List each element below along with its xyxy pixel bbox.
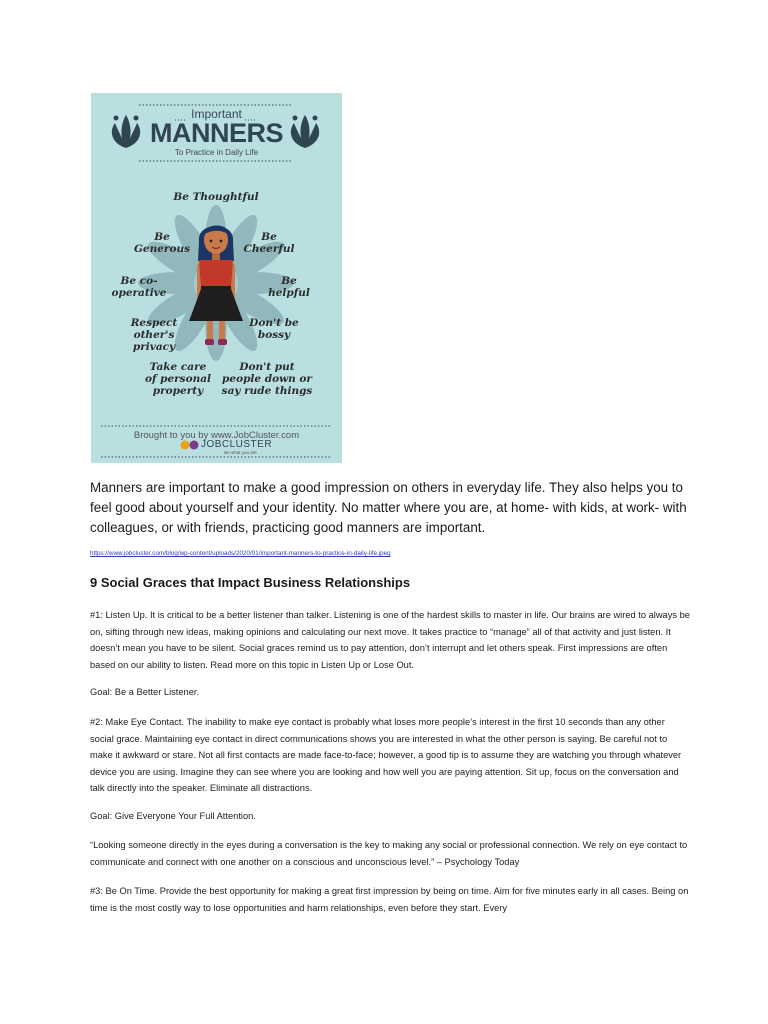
poster-logo-tagline: Be what you are [224, 450, 257, 455]
manner-generous: Be Generous [133, 231, 191, 255]
manners-poster-image [91, 93, 342, 463]
goal-listener: Goal: Be a Better Listener. [90, 687, 200, 697]
intro-paragraph: Manners are important to make a good impression on others in everyday life. They also helps you to feel good about yourself and your identity. No matter where you are, at home- with kids, at work- with colleagues, or with friends, practicing good manners are important. [90, 480, 687, 535]
manner-property: Take care of personal property [144, 361, 212, 397]
manner-cheerful: Be Cheerful [243, 231, 295, 255]
goal-attention: Goal: Give Everyone Your Full Attention. [90, 811, 256, 821]
poster-logo-text: JOBCLUSTER [200, 439, 273, 450]
poster-title: MANNERS [149, 118, 283, 148]
paragraph-listen-up: #1: Listen Up. It is critical to be a better listener than talker. Listening is one of the hardest skills to master in life. Our brains are wired to always be on, sifting through new ideas, making opinions and calculating our next move. It takes practice to “manage” all of that activity and just listen. It doesn’t mean you have to be silent. Social graces remind us to pay attention, don’t interrupt and let others speak. First impressions are often based on our ability to listen. Read more on this topic in Listen Up or Lose Out. [90, 610, 690, 670]
manner-rude: Don't put people down or say rude things [221, 361, 313, 397]
manner-privacy: Respect other's privacy [130, 317, 178, 353]
poster-credit: Brought to you by www.JobCluster.com [133, 430, 300, 441]
manner-helpful: Be helpful [268, 275, 310, 299]
poster-title-small: Important [191, 107, 242, 121]
manner-bossy: Don't be bossy [249, 317, 299, 341]
manner-cooperative: Be co-operative [111, 275, 167, 299]
section-heading: 9 Social Graces that Impact Business Relationships [90, 575, 411, 590]
manner-thoughtful: Be Thoughtful [173, 191, 259, 203]
quote-psychology-today: “Looking someone directly in the eyes during a conversation is the key to making any social or professional connection. We rely on eye contact to communicate and connect with one another on a conscious and unconscious level.” – Psychology Today [90, 840, 688, 867]
source-link[interactable]: https://www.jobcluster.com/blog/wp-content/uploads/2020/01/important-manners-to-practice-in-daily-life.jpeg [90, 550, 391, 557]
poster-subtitle: To Practice in Daily Life [174, 148, 259, 157]
paragraph-on-time: #3: Be On Time. Provide the best opportunity for making a great first impression by being on time. Aim for five minutes early in all cases. Being on time is the most costly way to lose opportunities and harm relationships, even before they start. Every [90, 886, 689, 913]
paragraph-eye-contact: #2: Make Eye Contact. The inability to make eye contact is probably what loses more people’s interest in the first 10 seconds than any other social grace. Maintaining eye contact in direct communications shows you are interested in what the other person is saying. Be careful not to make it awkward or stare. Not all first contacts are made face-to-face; however, a good tip is to assume they are watching you through whatever device you are using. Imagine they can see where you are looking and how well you are paying attention. Sit up, focus on the conversation and talk directly into the speaker. Eliminate all distractions. [90, 717, 682, 793]
